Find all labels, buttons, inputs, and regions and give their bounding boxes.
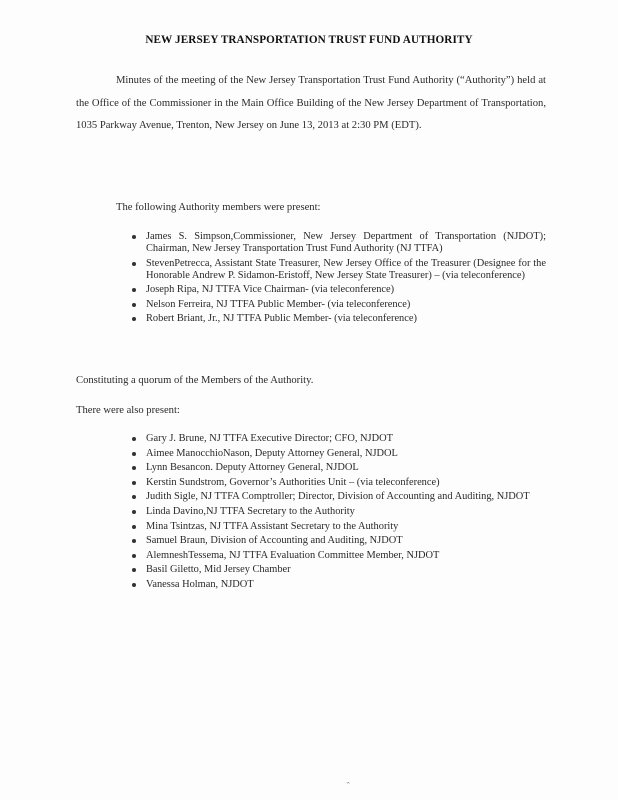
list-item: Linda Davino,NJ TTFA Secretary to the Authority	[146, 506, 546, 518]
list-item: Mina Tsintzas, NJ TTFA Assistant Secretary to the Authority	[146, 521, 546, 533]
list-item: Samuel Braun, Division of Accounting and Auditing, NJDOT	[146, 535, 546, 547]
members-list	[146, 231, 546, 327]
list-item: Judith Sigle, NJ TTFA Comptroller; Director, Division of Accounting and Auditing, NJDOT	[146, 491, 546, 503]
list-item: Gary J. Brune, NJ TTFA Executive Director; CFO, NJDOT	[146, 433, 546, 445]
list-item: Lynn Besancon. Deputy Attorney General, NJDOL	[146, 462, 546, 474]
page-number-mark: ˆ	[347, 781, 350, 790]
list-item: James S. Simpson,Commissioner, New Jersey Department of Transportation (NJDOT); Chairman, New Jersey Transportation Trust Fund Authority (NJ TTFA)	[146, 231, 546, 255]
document-title: NEW JERSEY TRANSPORTATION TRUST FUND AUTHORITY	[145, 34, 473, 46]
intro-paragraph: Minutes of the meeting of the New Jersey Transportation Trust Fund Authority (“Authority”) held at the Office of the Commissioner in the Main Office Building of the New Jersey Department of Transportation, 1035 Parkway Avenue, Trenton, New Jersey on June 13, 2013 at 2:30 PM (EDT).	[76, 75, 546, 131]
list-item: AlemneshTessema, NJ TTFA Evaluation Committee Member, NJDOT	[146, 550, 546, 562]
quorum-statement: Constituting a quorum of the Members of the Authority.	[76, 375, 314, 386]
list-item: Vanessa Holman, NJDOT	[146, 579, 546, 591]
list-item: Robert Briant, Jr., NJ TTFA Public Member- (via teleconference)	[146, 313, 546, 325]
list-item: Joseph Ripa, NJ TTFA Vice Chairman- (via teleconference)	[146, 284, 546, 296]
members-intro: The following Authority members were present:	[116, 202, 321, 213]
list-item: Kerstin Sundstrom, Governor’s Authorities Unit – (via teleconference)	[146, 477, 546, 489]
list-item: Aimee ManocchioNason, Deputy Attorney General, NJDOL	[146, 448, 546, 460]
list-item: Nelson Ferreira, NJ TTFA Public Member- (via teleconference)	[146, 299, 546, 311]
others-list	[146, 433, 546, 594]
list-item: Basil Giletto, Mid Jersey Chamber	[146, 564, 546, 576]
list-item: StevenPetrecca, Assistant State Treasurer, New Jersey Office of the Treasurer (Designee for the Honorable Andrew P. Sidamon-Eristoff, New Jersey State Treasurer) – (via teleconference)	[146, 257, 546, 281]
others-intro: There were also present:	[76, 405, 180, 416]
